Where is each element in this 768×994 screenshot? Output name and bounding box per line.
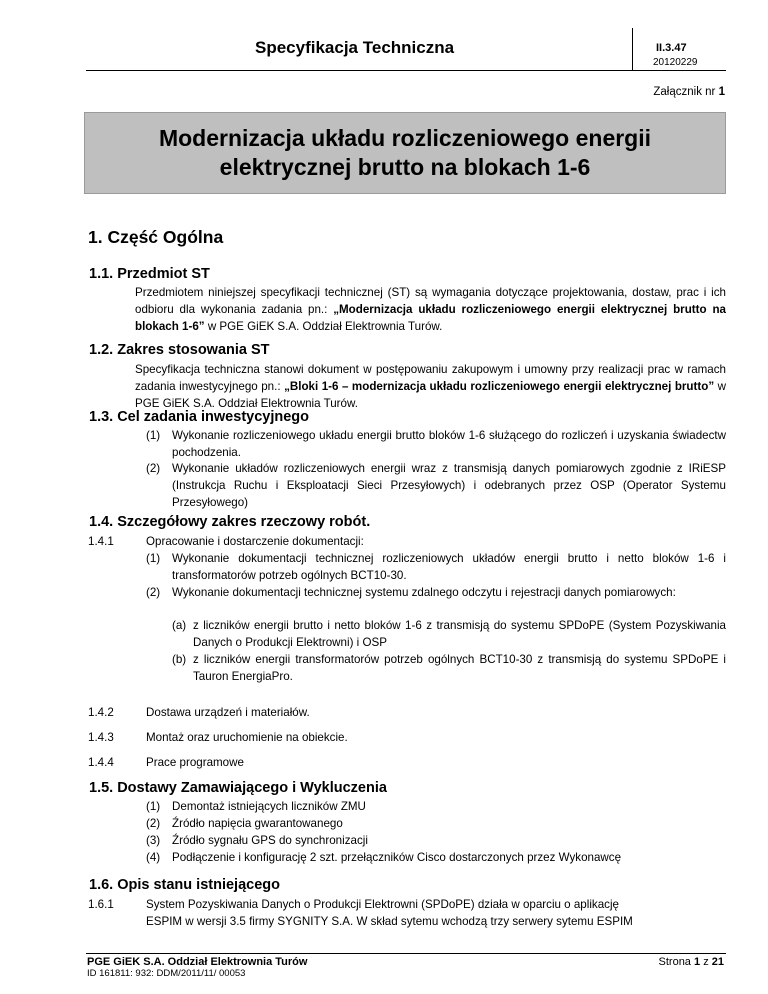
document-date: 20120229	[653, 57, 698, 68]
section-heading-1-4: 1.4. Szczegółowy zakres rzeczowy robót.	[89, 514, 371, 530]
paragraph-text: Opracowanie i dostarczenie dokumentacji:	[146, 535, 364, 548]
paragraph-text: Prace programowe	[146, 756, 244, 769]
paragraph-1-1	[135, 285, 726, 335]
title-line-1: Modernizacja układu rozliczeniowego energii	[158, 125, 652, 151]
annex-label	[653, 86, 725, 98]
section-heading-1: 1. Część Ogólna	[88, 227, 224, 247]
list-item-number: (2)	[146, 817, 161, 830]
paragraph-line: ESPIM w wersji 3.5 firmy SYGNITY S.A. W skład sytemu wchodzą trzy serwery sytemu ESPIM	[146, 915, 633, 928]
paragraph-1-2-task-name: „Bloki 1-6 – modernizacja układu rozliczeniowego energii elektrycznej brutto”	[284, 379, 715, 393]
document-header-title: Specyfikacja Techniczna	[255, 38, 455, 57]
paragraph-line: System Pozyskiwania Danych o Produkcji Elektrowni (SPDoPE) działa w oparciu o aplikację	[146, 898, 619, 911]
paragraph-number: 1.4.1	[88, 535, 114, 548]
title-banner	[84, 112, 726, 194]
footer-document-id: ID 161811: 932: DDM/2011/11/ 00053	[87, 968, 246, 979]
list-item-number: (1)	[146, 429, 161, 442]
section-heading-1-3: 1.3. Cel zadania inwestycyjnego	[89, 409, 309, 425]
paragraph-1-2	[135, 362, 726, 412]
page-total: 21	[711, 956, 724, 968]
section-heading-1-5: 1.5. Dostawy Zamawiającego i Wykluczenia	[89, 780, 387, 796]
paragraph-text: Montaż oraz uruchomienie na obiekcie.	[146, 731, 348, 744]
page-label: Strona	[658, 956, 691, 968]
list-item-number: (3)	[146, 834, 161, 847]
paragraph-number: 1.4.2	[88, 706, 114, 719]
sub-item-text: z liczników energii transformatorów potrzeb ogólnych BCT10-30 z transmisją do systemu SPDoPE i Tauron EnergiaPro.	[193, 653, 726, 683]
section-heading-1-6: 1.6. Opis stanu istniejącego	[89, 877, 280, 893]
page-of: z	[703, 956, 709, 968]
paragraph-number: 1.4.3	[88, 731, 114, 744]
list-item-text: Źródło sygnału GPS do synchronizacji	[172, 834, 368, 847]
title-line-2: elektrycznej brutto na blokach 1-6	[219, 154, 591, 180]
header-separator	[632, 28, 633, 70]
document-code: II.3.47	[656, 42, 687, 54]
list-item-number: (1)	[146, 552, 161, 565]
paragraph-1-2-text-a: Specyfikacja techniczna stanowi dokument w postępowaniu zakupowym i umowny przy realizacji prac w ramach zadania inwestycyjnego pn.:	[135, 363, 726, 393]
paragraph-1-1-text-c: w PGE GiEK S.A. Oddział Elektrownia Turów.	[204, 319, 443, 333]
section-heading-1-1: 1.1. Przedmiot ST	[89, 266, 210, 282]
paragraph-1-1-task-name: „Modernizacja układu rozliczeniowego energii elektrycznej brutto na blokach 1-6”	[135, 302, 726, 333]
document-title	[159, 124, 651, 182]
annex-text: Załącznik nr	[653, 86, 716, 98]
list-item-text: Wykonanie dokumentacji technicznej rozliczeniowych układów energii brutto i netto bloków 1-6 i transformatorów potrzeb ogólnych BCT10-30.	[172, 552, 726, 582]
sub-item-letter: (a)	[172, 619, 187, 632]
list-item-text: Wykonanie rozliczeniowego układu energii brutto bloków 1-6 służącego do rozliczeń i uzyskania świadectw pochodzenia.	[172, 429, 726, 459]
paragraph-number: 1.4.4	[88, 756, 114, 769]
list-item-text: Wykonanie układów rozliczeniowych energii wraz z transmisją danych pomiarowych zgodnie z IRiESP (Instrukcja Ruchu i Eksploatacji Sieci Przesyłowych) i odebranych przez OSP (Operator Systemu Przesyłowego)	[172, 462, 726, 509]
sub-item-letter: (b)	[172, 653, 187, 666]
section-heading-1-2: 1.2. Zakres stosowania ST	[89, 342, 270, 358]
paragraph-number: 1.6.1	[88, 898, 114, 911]
footer-rule	[86, 953, 726, 954]
header-rule	[86, 70, 726, 71]
footer-company: PGE GiEK S.A. Oddział Elektrownia Turów	[87, 956, 308, 968]
paragraph-1-2-text-c: w PGE GiEK S.A. Oddział Elektrownia Turów.	[135, 379, 726, 410]
list-item-number: (1)	[146, 800, 161, 813]
list-item-text: Wykonanie dokumentacji technicznej systemu zdalnego odczytu i rejestracji danych pomiarowych:	[172, 586, 676, 599]
list-item-number: (2)	[146, 462, 161, 475]
list-item-number: (2)	[146, 586, 161, 599]
list-item-text: Źródło napięcia gwarantowanego	[172, 817, 343, 830]
list-item-number: (4)	[146, 851, 161, 864]
annex-number: 1	[718, 86, 725, 98]
list-item-text: Podłączenie i konfigurację 2 szt. przełączników Cisco dostarczonych przez Wykonawcę	[172, 851, 622, 864]
sub-item-text: z liczników energii brutto i netto bloków 1-6 z transmisją do systemu SPDoPE (System Pozyskiwania Danych o Produkcji Elektrowni) i OSP	[193, 619, 726, 649]
paragraph-1-1-text-a: Przedmiotem niniejszej specyfikacji technicznej (ST) są wymagania dotyczące projektowania, dostaw, prac i ich odbioru dla wykonania zadania pn.:	[135, 286, 726, 316]
paragraph-text: Dostawa urządzeń i materiałów.	[146, 706, 310, 719]
page-number	[659, 956, 724, 968]
page-current: 1	[694, 956, 701, 968]
list-item-text: Demontaż istniejących liczników ZMU	[172, 800, 366, 813]
